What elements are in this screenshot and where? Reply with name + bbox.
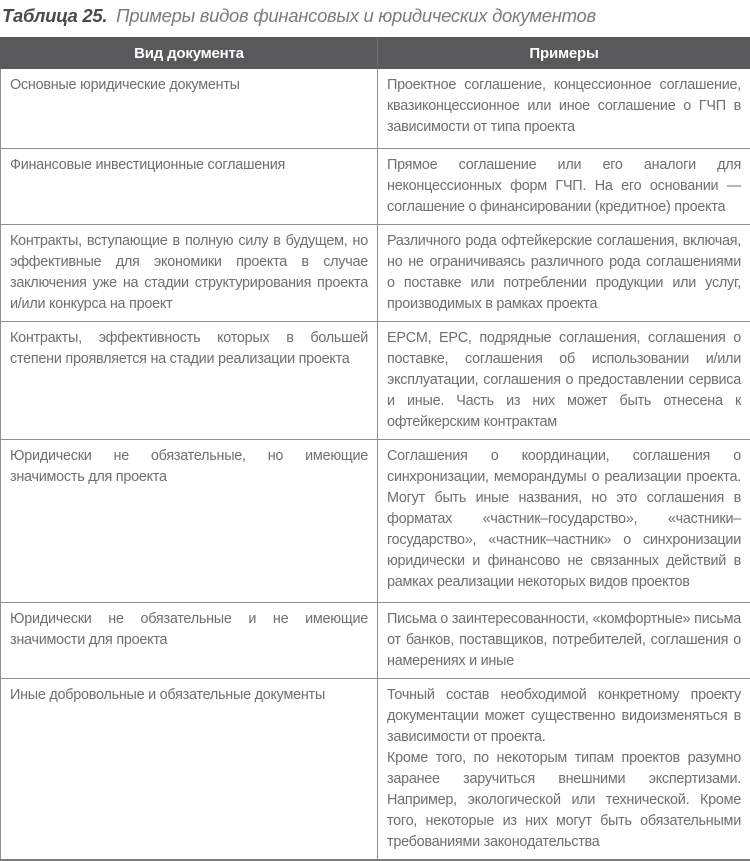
document-type-cell xyxy=(1,322,378,440)
examples-cell xyxy=(378,149,750,225)
table-row xyxy=(1,225,750,322)
examples-text: Соглашения о координации, соглашения о синхронизации, меморандумы о реализации проекта. Могут быть иные названия, но это соглашения в форматах «частник–государство», «частники–государство», «частник–частник» о синхронизации юридически и финансово не связанных действий в рамках реализации некоторых видов проектов xyxy=(387,446,741,593)
examples-text: Письма о заинтересованности, «комфортные» письма от банков, поставщиков, потребителей, соглашения о намерениях и иные xyxy=(387,609,741,672)
document-type-cell xyxy=(1,603,378,679)
table-title xyxy=(2,4,748,28)
examples-cell xyxy=(378,225,750,322)
examples-text: Проектное соглашение, концессионное соглашение, квазиконцессионное или иное соглашение о ГЧП в зависимости от типа проекта xyxy=(387,75,741,138)
examples-cell xyxy=(378,69,750,149)
document-type-text: Юридически не обязательные, но имеющие значимость для проекта xyxy=(10,446,368,488)
document-type-text: Контракты, эффективность которых в большей степени проявляется на стадии реализации проекта xyxy=(10,328,368,370)
document-type-text: Контракты, вступающие в полную силу в будущем, но эффективные для экономики проекта в случае заключения уже на стадии структурирования проекта и/или конкурса на проект xyxy=(10,231,368,315)
document-type-text: Иные добровольные и обязательные документы xyxy=(10,685,368,706)
document-type-cell xyxy=(1,440,378,603)
examples-cell xyxy=(378,440,750,603)
examples-cell xyxy=(378,679,750,861)
examples-cell xyxy=(378,603,750,679)
examples-text: Точный состав необходимой конкретному проекту документации может существенно видоизменяться в зависимости от проекта. xyxy=(387,685,741,748)
documents-table xyxy=(0,37,750,861)
table-row xyxy=(1,322,750,440)
document-type-cell xyxy=(1,679,378,861)
document-type-cell xyxy=(1,69,378,149)
table-title-label: Таблица 25. xyxy=(2,5,107,26)
document-type-cell xyxy=(1,149,378,225)
examples-text: Различного рода офтейкерские соглашения, включая, но не ограничиваясь различного рода соглашениями о поставке или потреблении продукции или услуг, производимых в рамках проекта xyxy=(387,231,741,315)
document-type-text: Основные юридические документы xyxy=(10,75,368,96)
document-type-text: Юридически не обязательные и не имеющие значимости для проекта xyxy=(10,609,368,651)
document-type-text: Финансовые инвестиционные соглашения xyxy=(10,155,368,176)
examples-text: Прямое соглашение или его аналоги для неконцессионных форм ГЧП. На его основании — соглашение о финансировании (кредитное) проекта xyxy=(387,155,741,218)
table-row xyxy=(1,603,750,679)
table-title-caption: Примеры видов финансовых и юридических документов xyxy=(116,5,596,26)
examples-text: Кроме того, по некоторым типам проектов разумно заранее заручиться внешними экспертизами. Например, экологической или технической. Кроме того, некоторые из них могут быть обязательными требованиями законодательства xyxy=(387,748,741,853)
column-header-document-type: Вид документа xyxy=(1,38,378,69)
table-row xyxy=(1,149,750,225)
examples-text: EPCM, EPC, подрядные соглашения, соглашения о поставке, соглашения об использовании и/или эксплуатации, соглашения о предоставлении сервиса и иные. Часть из них может быть отнесена к офтейкерским контрактам xyxy=(387,328,741,433)
examples-cell xyxy=(378,322,750,440)
document-type-cell xyxy=(1,225,378,322)
column-header-examples: Примеры xyxy=(378,38,750,69)
table-row xyxy=(1,69,750,149)
table-row xyxy=(1,679,750,861)
table-header-row xyxy=(1,38,750,69)
table-row xyxy=(1,440,750,603)
